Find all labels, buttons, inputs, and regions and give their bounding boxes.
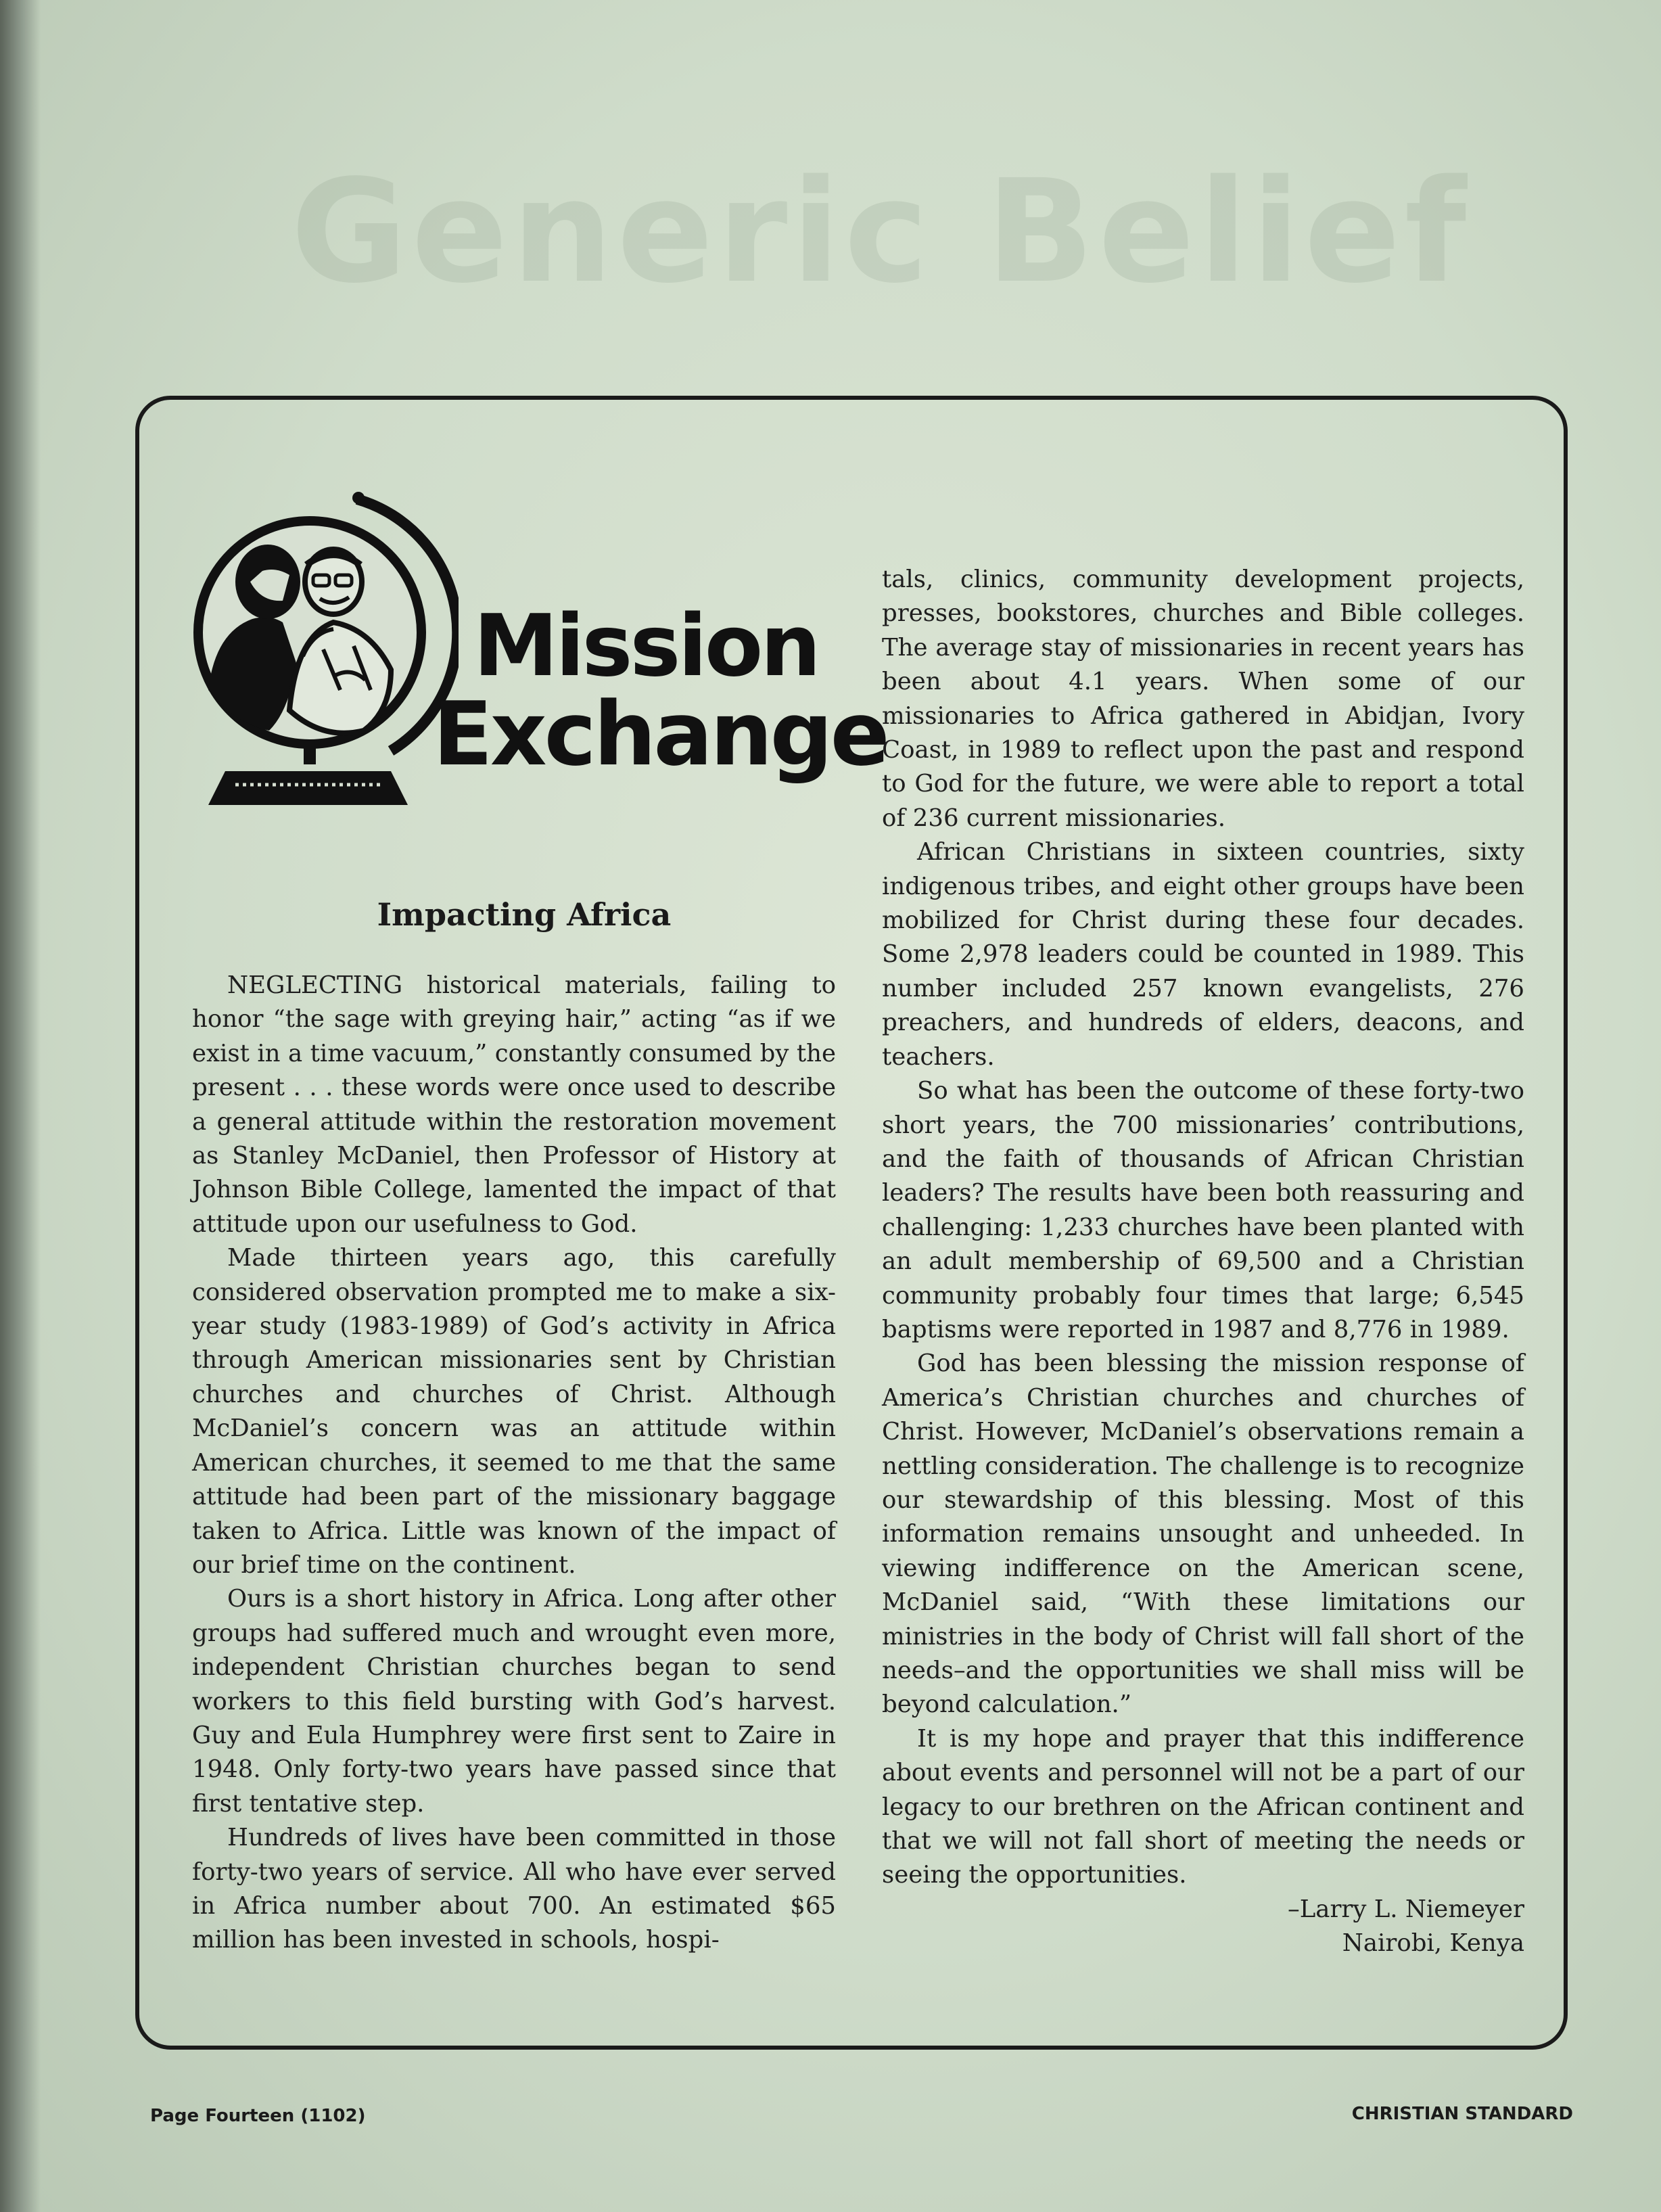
paragraph: tals, clinics, community development projects, presses, bookstores, churches and Bible colleges. The average stay of missionaries in recent years has been about 4.1 years. When some of our missionaries to Africa gathered in Abidjan, Ivory Coast, in 1989 to reflect upon the past and respond to God for the future, we were able to report a total of 236 current missionaries. bbox=[882, 566, 1524, 832]
paragraph: Hundreds of lives have been committed in those forty-two years of service. All who have ever served in Africa number about 700. An estimated $65 million has been invested in schools, hospi- bbox=[192, 1824, 836, 1954]
article-column-left bbox=[192, 969, 836, 1958]
binding-shadow bbox=[0, 0, 41, 2212]
author-name: –Larry L. Niemeyer bbox=[1287, 1895, 1524, 1923]
section-logo-title bbox=[433, 596, 887, 785]
bleed-through-title: Generic Belief bbox=[291, 149, 1471, 315]
article-column-right bbox=[882, 563, 1524, 1961]
paragraph: African Christians in sixteen countries, sixty indigenous tribes, and eight other groups have been mobilized for Christ during these four decades. Some 2,978 leaders could be counted in 1989. This number included 257 known evangelists, 276 preachers, and hundreds of elders, deacons, and teachers. bbox=[882, 838, 1524, 1071]
globe-logo-icon bbox=[188, 487, 459, 805]
logo-title-line-2: Exchange bbox=[433, 683, 887, 785]
paragraph: NEGLECTING historical materials, failing to honor “the sage with greying hair,” acting “as if we exist in a time vacuum,” constantly consumed by the present . . . these words were once used to describe a general attitude within the restoration movement as Stanley McDaniel, then Professor of History at Johnson Bible College, lamented the impact of that attitude upon our usefulness to God. bbox=[192, 971, 836, 1238]
paragraph: It is my hope and prayer that this indifference about events and personnel will not be a part of our legacy to our brethren on the African continent and that we will not fall short of meeting the needs or seeing the opportunities. bbox=[882, 1724, 1524, 1889]
paragraph: God has been blessing the mission response of America’s Christian churches and churches of Christ. However, McDaniel’s observations remain a nettling consideration. The challenge is to recognize our stewardship of this blessing. Most of this information remains unsought and unheeded. In viewing indifference on the American scene, McDaniel said, “With these limitations our ministries in the body of Christ will fall short of the needs–and the opportunities we shall miss will be beyond calculation.” bbox=[882, 1350, 1524, 1719]
author-location: Nairobi, Kenya bbox=[1342, 1929, 1524, 1958]
article-headline: Impacting Africa bbox=[377, 896, 672, 933]
paragraph: So what has been the outcome of these forty-two short years, the 700 missionaries’ contributions, and the faith of thousands of African Christian leaders? The results have been both reassuring and challenging: 1,233 churches have been planted with an adult membership of 69,500 and a Christian community probably four times that large; 6,545 baptisms were reported in 1987 and 8,776 in 1989. bbox=[882, 1077, 1524, 1343]
page-number: Page Fourteen (1102) bbox=[150, 2106, 366, 2126]
paragraph: Made thirteen years ago, this carefully considered observation prompted me to make a six-year study (1983-1989) of God’s activity in Africa through American missionaries sent by Christian churches and churches of Christ. Although McDaniel’s concern was an attitude within American churches, it seemed to me that the same attitude had been part of the missionary baggage taken to Africa. Little was known of the impact of our brief time on the continent. bbox=[192, 1244, 836, 1579]
paragraph: Ours is a short history in Africa. Long after other groups had suffered much and wrought even more, independent Christian churches began to send workers to this field bursting with God’s harvest. Guy and Eula Humphrey were first sent to Zaire in 1948. Only forty-two years have passed since that first tentative step. bbox=[192, 1585, 836, 1818]
logo-title-line-1: Mission bbox=[473, 596, 818, 695]
publication-name: CHRISTIAN STANDARD bbox=[1351, 2104, 1573, 2124]
author-signature bbox=[882, 1893, 1524, 1961]
